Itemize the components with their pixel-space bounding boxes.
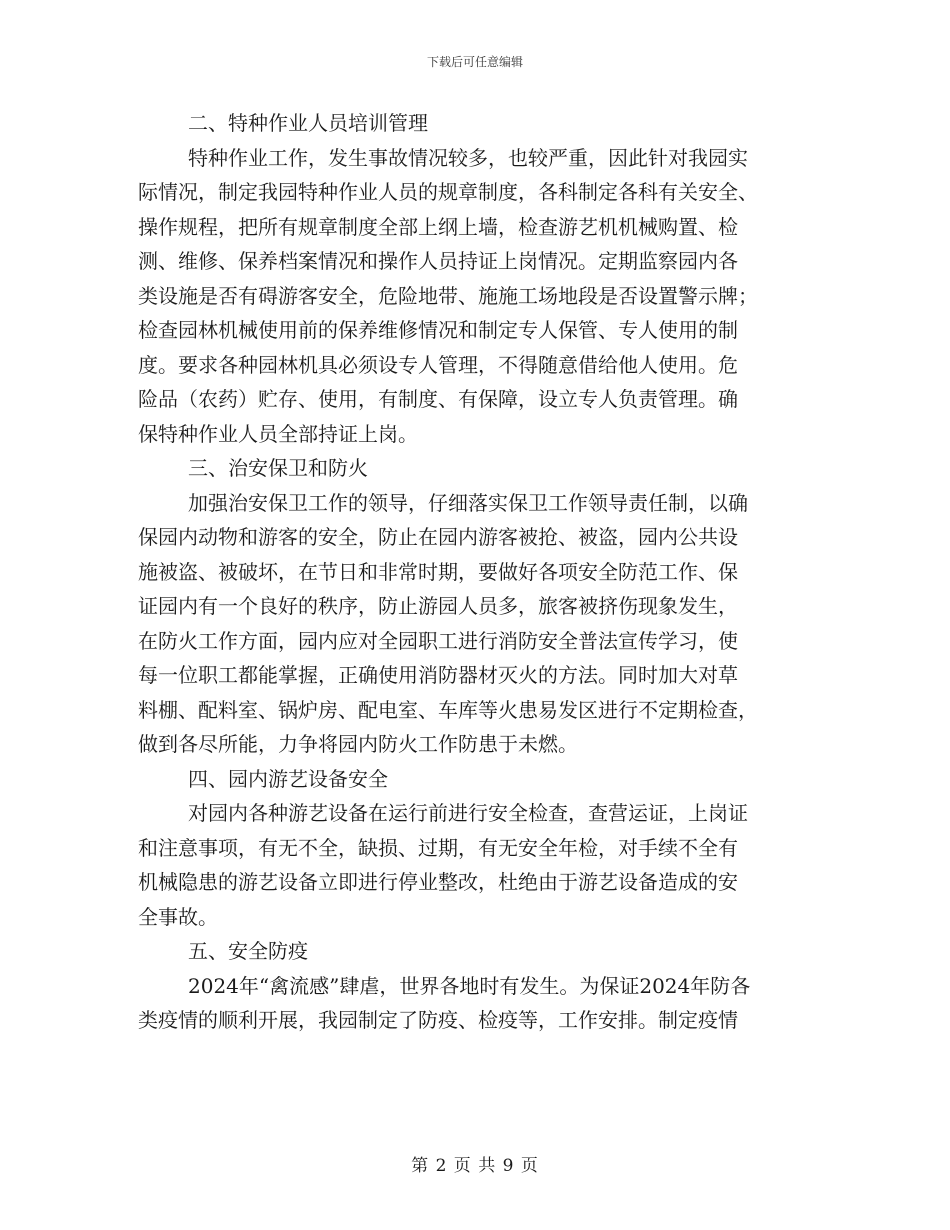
paragraph-line: 在防火工作方面，园内应对全园职工进行消防安全普法宣传学习，使 — [138, 628, 738, 653]
paragraph-line: 检查园林机械使用前的保养维修情况和制定专人保管、专人使用的制 — [138, 318, 738, 342]
section-heading: 二、特种作业人员培训管理 — [188, 111, 428, 135]
paragraph-line: 保园内动物和游客的安全，防止在园内游客被抢、被盗，园内公共设 — [138, 525, 738, 549]
section-heading: 三、治安保卫和防火 — [188, 456, 368, 480]
section-heading: 四、园内游艺设备安全 — [188, 766, 388, 791]
paragraph-line: 全事故。 — [138, 904, 218, 929]
paragraph-line: 加强治安保卫工作的领导，仔细落实保卫工作领导责任制，以确 — [188, 490, 748, 515]
paragraph-line: 2024年“禽流感”肆虐，世界各地时有发生。为保证2024年防各 — [188, 973, 751, 998]
page-header: 下载后可任意编辑 — [426, 55, 523, 69]
paragraph-line: 类设施是否有碍游客安全，危险地带、施施工场地段是否设置警示牌； — [138, 283, 758, 308]
paragraph-line: 特种作业工作，发生事故情况较多，也较严重，因此针对我园实 — [188, 145, 748, 170]
paragraph-line: 操作规程，把所有规章制度全部上纲上墙，检查游艺机机械购置、检 — [138, 214, 738, 239]
paragraph-line: 和注意事项，有无不全，缺损、过期，有无安全年检，对手续不全有 — [138, 835, 738, 860]
paragraph-line: 施被盗、被破坏，在节日和非常时期，要做好各项安全防范工作、保 — [138, 559, 738, 584]
paragraph-line: 对园内各种游艺设备在运行前进行安全检查，查营运证，上岗证 — [188, 801, 748, 825]
section-heading: 五、安全防疫 — [188, 939, 308, 963]
paragraph-line: 做到各尽所能，力争将园内防火工作防患于未燃。 — [138, 732, 578, 756]
paragraph-line: 机械隐患的游艺设备立即进行停业整改，杜绝由于游艺设备造成的安 — [138, 870, 738, 894]
paragraph-line: 测、维修、保养档案情况和操作人员持证上岗情况。定期监察园内各 — [138, 249, 738, 273]
paragraph-line: 保特种作业人员全部持证上岗。 — [138, 421, 418, 446]
paragraph-line: 度。要求各种园林机具必须设专人管理，不得随意借给他人使用。危 — [138, 352, 738, 377]
paragraph-line: 险品（农药）贮存、使用，有制度、有保障，设立专人负责管理。确 — [138, 387, 738, 411]
page-footer-page-number: 第 2 页 共 9 页 — [411, 1156, 539, 1176]
paragraph-line: 料棚、配料室、锅炉房、配电室、车库等火患易发区进行不定期检查， — [138, 697, 758, 722]
paragraph-line: 证园内有一个良好的秩序，防止游园人员多，旅客被挤伤现象发生， — [138, 594, 738, 618]
paragraph-line: 类疫情的顺利开展，我园制定了防疫、检疫等，工作安排。制定疫情 — [138, 1008, 738, 1032]
paragraph-line: 际情况，制定我园特种作业人员的规章制度，各科制定各科有关安全、 — [138, 180, 758, 204]
document-body — [138, 106, 798, 1038]
paragraph-line: 每一位职工都能掌握，正确使用消防器材灭火的方法。同时加大对草 — [138, 663, 738, 687]
